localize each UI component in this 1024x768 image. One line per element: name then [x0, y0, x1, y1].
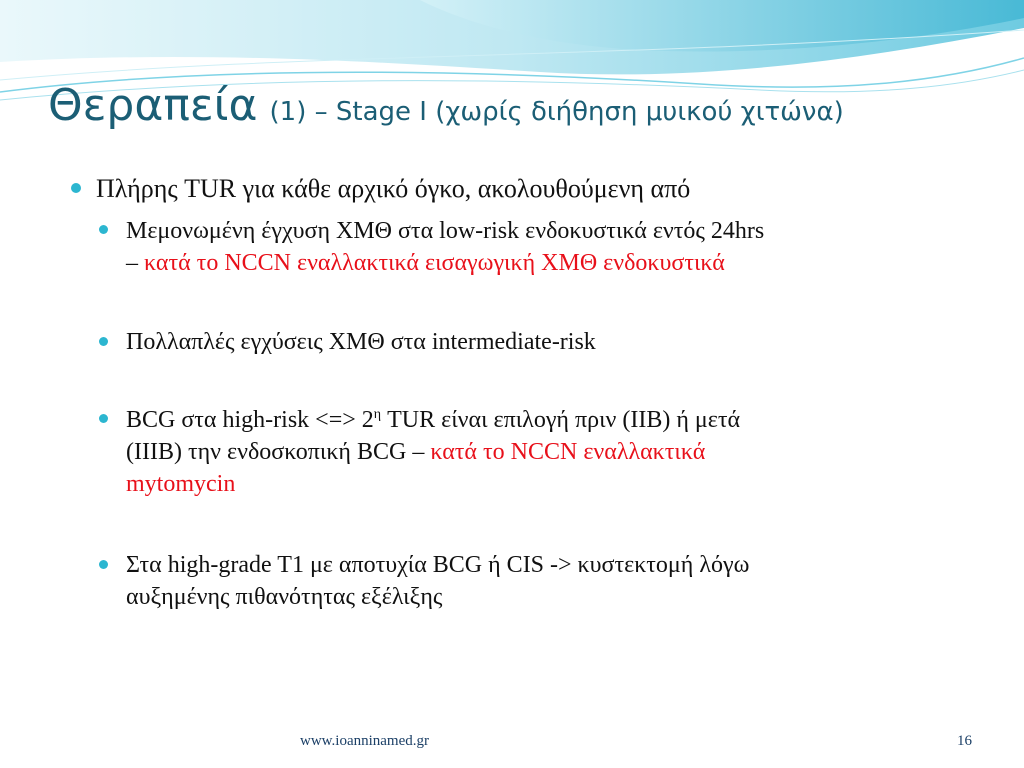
- bullet-dot-icon: [71, 183, 81, 193]
- bullet-dot-icon: [99, 560, 108, 569]
- bullet-1-red-text: κατά το NCCN εναλλακτικά εισαγωγική ΧΜΘ ενδοκυστικά: [144, 250, 725, 276]
- bullet-3-text-post: TUR είναι επιλογή πριν (IIB) ή μετά: [381, 407, 741, 433]
- bullet-dot-icon: [99, 337, 108, 346]
- bullet-3-red-text: κατά το NCCN εναλλακτικά: [430, 439, 706, 465]
- bullet-3-text-line2: (IIIB) την ενδοσκοπική BCG –: [126, 439, 431, 465]
- bullet-3-line-2: [126, 436, 740, 468]
- bullet-1-dash: –: [126, 250, 144, 276]
- bullet-3-superscript: η: [373, 407, 382, 422]
- bullet-2: Πολλαπλές εγχύσεις ΧΜΘ στα intermediate-risk: [126, 329, 596, 355]
- bullet-3: [126, 404, 740, 500]
- bullet-4-line-2: αυξημένης πιθανότητας εξέλιξης: [126, 584, 443, 610]
- bullet-main: Πλήρης TUR για κάθε αρχικό όγκο, ακολουθούμενη από: [96, 174, 691, 203]
- bullet-dot-icon: [99, 225, 108, 234]
- title-main: Θεραπεία: [48, 80, 258, 131]
- bullet-4: [126, 549, 749, 613]
- bullet-3-line-3: mytomycin: [126, 471, 236, 497]
- title-subtitle: (1) – Stage I (χωρίς διήθηση μυικού χιτώνα): [269, 97, 844, 127]
- slide-title: [48, 80, 844, 131]
- bullet-3-line-1: [126, 404, 740, 436]
- bullet-1-line-1: Μεμονωμένη έγχυση ΧΜΘ στα low-risk ενδοκυστικά εντός 24hrs: [126, 218, 765, 244]
- bullet-1: [126, 215, 764, 279]
- page-number: 16: [957, 733, 972, 749]
- bullet-dot-icon: [99, 414, 108, 423]
- bullet-3-text-pre: BCG στα high-risk <=> 2: [126, 407, 374, 433]
- bullet-4-line-1: Στα high-grade T1 με αποτυχία BCG ή CIS -> κυστεκτομή λόγω: [126, 552, 750, 578]
- footer-url: www.ioanninamed.gr: [300, 733, 429, 749]
- bullet-1-line-2: [126, 247, 764, 279]
